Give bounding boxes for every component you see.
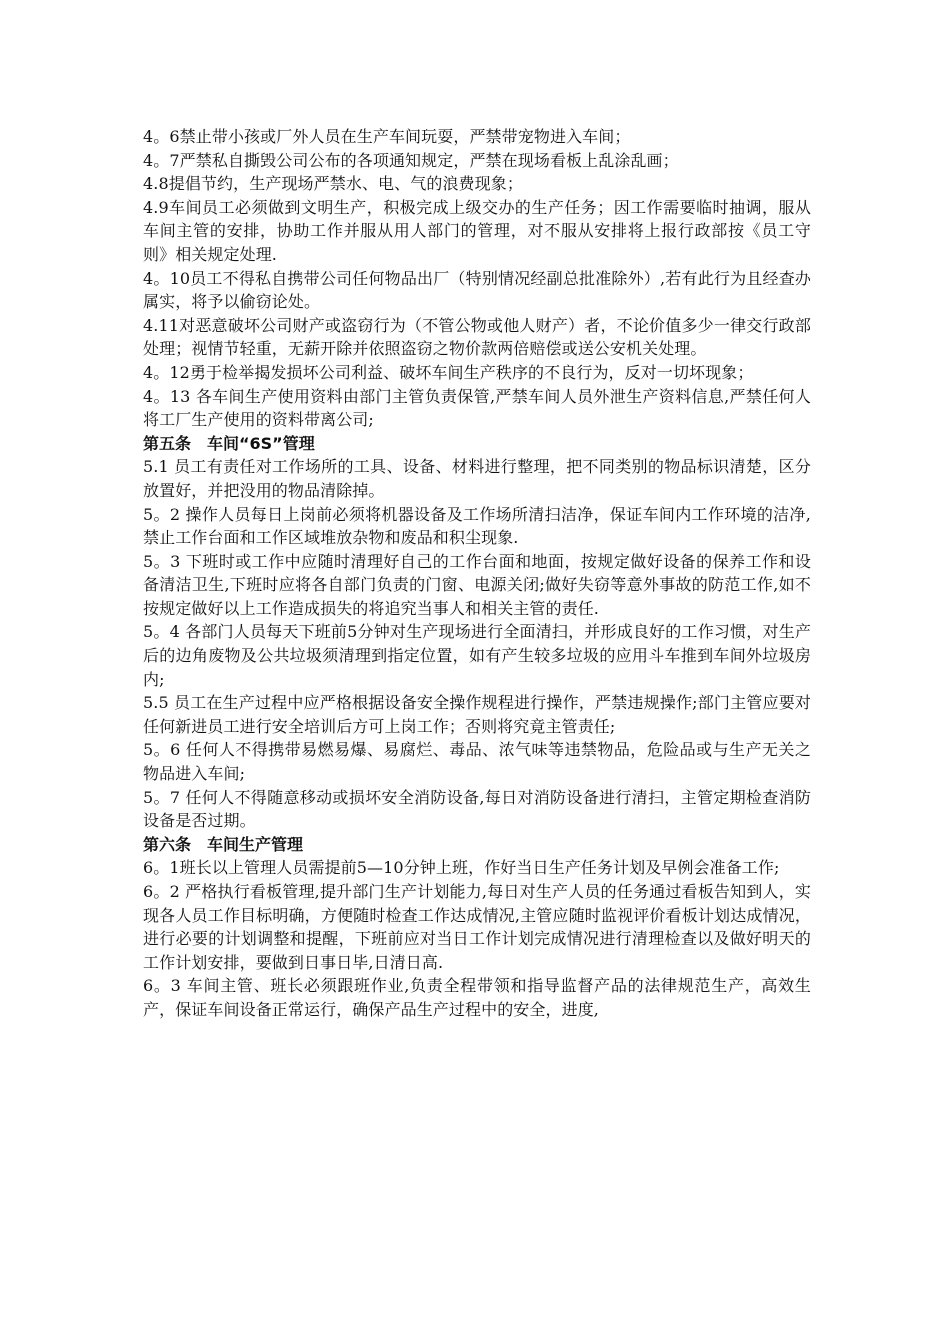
clause-6-1: 6。1班长以上管理人员需提前5—10分钟上班，作好当日生产任务计划及早例会准备工作;	[143, 858, 780, 878]
clause-4-13: 4。13 各车间生产使用资料由部门主管负责保管,严禁车间人员外泄生产资料信息,严禁任何人将工厂生产使用的资料带离公司;	[143, 386, 811, 430]
clause-4-11: 4.11对恶意破坏公司财产或盗窃行为（不管公物或他人财产）者，不论价值多少一律交行政部处理；视情节轻重，无薪开除并依照盗窃之物价款两倍赔偿或送公安机关处理。	[143, 315, 811, 359]
clause-5-3: 5。3 下班时或工作中应随时清理好自己的工作台面和地面，按规定做好设备的保养工作和设备清洁卫生,下班时应将各自部门负责的门窗、电源关闭;做好失窃等意外事故的防范工作,如不按规定做好以上工作造成损失的将追究当事人和相关主管的责任.	[143, 551, 811, 618]
document-page	[143, 125, 811, 1022]
clause-4-8: 4.8提倡节约，生产现场严禁水、电、气的浪费现象；	[143, 174, 523, 194]
clause-5-6: 5。6 任何人不得携带易燃易爆、易腐烂、毒品、浓气味等违禁物品，危险品或与生产无关之物品进入车间;	[143, 740, 811, 784]
clause-4-7: 4。7严禁私自撕毁公司公布的各项通知规定，严禁在现场看板上乱涂乱画；	[143, 150, 679, 170]
clause-5-2: 5。2 操作人员每日上岗前必须将机器设备及工作场所清扫洁净，保证车间内工作环境的洁净,禁止工作台面和工作区域堆放杂物和废品和积尘现象.	[143, 504, 811, 548]
clause-6-3: 6。3 车间主管、班长必须跟班作业,负责全程带领和指导监督产品的法律规范生产，高效生产，保证车间设备正常运行，确保产品生产过程中的安全，进度,	[143, 976, 811, 1019]
section-heading-5: 第五条 车间“6S”管理	[143, 433, 315, 453]
section-heading-6: 第六条 车间生产管理	[143, 834, 304, 854]
clause-6-2: 6。2 严格执行看板管理,提升部门生产计划能力,每日对生产人员的任务通过看板告知到人，实现各人员工作目标明确，方便随时检查工作达成情况,主管应随时监视评价看板计划达成情况，进行必要的计划调整和提醒，下班前应对当日工作计划完成情况进行清理检查以及做好明天的工作计划安排，要做到日事日毕,日清日高.	[143, 882, 811, 972]
clause-4-12: 4。12勇于检举揭发损坏公司利益、破坏车间生产秩序的不良行为，反对一切坏现象；	[143, 362, 754, 382]
clause-5-4: 5。4 各部门人员每天下班前5分钟对生产现场进行全面清扫，并形成良好的工作习惯，对生产后的边角废物及公共垃圾须清理到指定位置，如有产生较多垃圾的应用斗车推到车间外垃圾房内;	[143, 622, 811, 689]
clause-4-6: 4。6禁止带小孩或厂外人员在生产车间玩耍，严禁带宠物进入车间；	[143, 127, 631, 146]
clause-4-9: 4.9车间员工必须做到文明生产，积极完成上级交办的生产任务；因工作需要临时抽调，服从车间主管的安排，协助工作并服从用人部门的管理，对不服从安排将上报行政部按《员工守则》相关规定处理.	[143, 197, 811, 264]
clause-5-1: 5.1 员工有责任对工作场所的工具、设备、材料进行整理，把不同类别的物品标识清楚，区分放置好，并把没用的物品清除掉。	[143, 457, 811, 500]
clause-5-5: 5.5 员工在生产过程中应严格根据设备安全操作规程进行操作，严禁违规操作;部门主管应要对任何新进员工进行安全培训后方可上岗工作；否则将究竟主管责任;	[143, 693, 811, 736]
clause-4-10: 4。10员工不得私自携带公司任何物品出厂（特别情况经副总批准除外）,若有此行为且经查办属实，将予以偷窃论处。	[143, 268, 811, 312]
clause-5-7: 5。7 任何人不得随意移动或损坏安全消防设备,每日对消防设备进行清扫，主管定期检查消防设备是否过期。	[143, 787, 811, 831]
